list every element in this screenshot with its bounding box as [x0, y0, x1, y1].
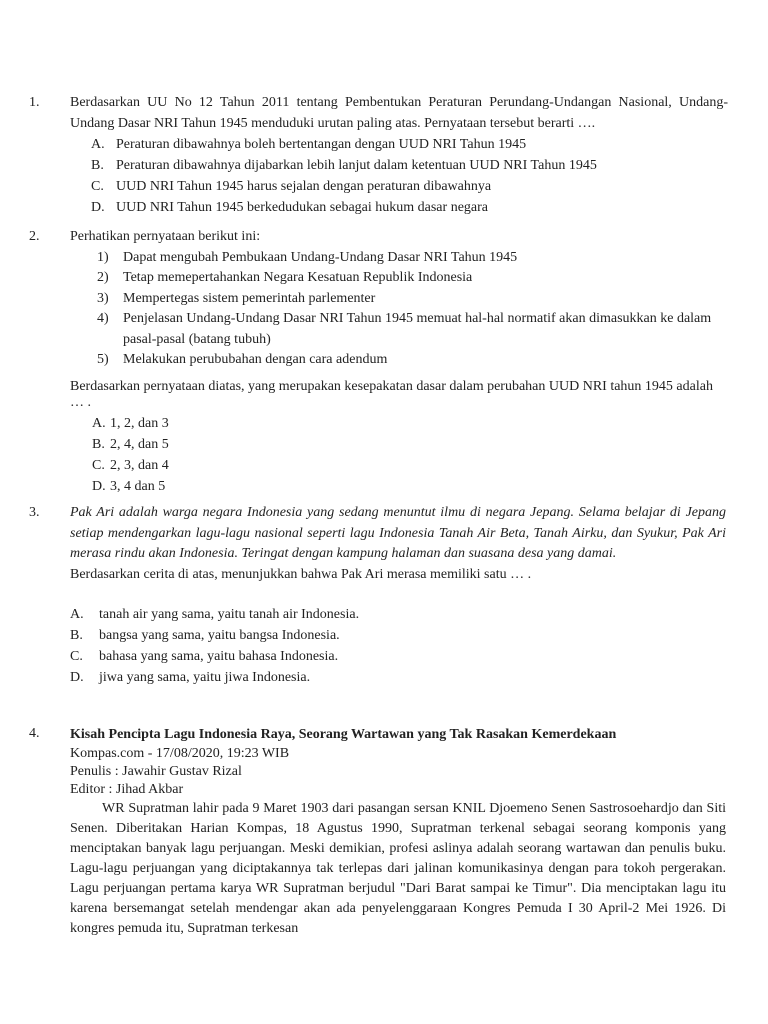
question-number: 4.	[29, 726, 40, 741]
option-a[interactable]: A. tanah air yang sama, yaitu tanah air Indonesia.	[70, 607, 360, 622]
option-list	[70, 135, 728, 219]
option-b[interactable]: B. Peraturan dibawahnya dijabarkan lebih lanjut dalam ketentuan UUD NRI Tahun 1945	[91, 158, 597, 173]
article-source: Kompas.com - 17/08/2020, 19:23 WIB	[70, 746, 290, 761]
article-body: WR Supratman lahir pada 9 Maret 1903 dari pasangan sersan KNIL Djoemeno Senen Sastrosoehardjo dan Siti Senen. Diberitakan Harian Kompas, 18 Agustus 1990, Supratman terkenal sebagai seorang komponis yang menciptakan banyak lagu perjuangan. Meski demikian, profesi aslinya adalah seorang wartawan dan penulis buku. Lagu-lagu perjuangan yang diciptakannya tak terlepas dari jalinan komunikasinya dengan para tokoh pergerakan. Lagu perjuangan pertama karya WR Supratman berjudul "Dari Barat sampai ke Timur". Dia menciptakan lagu itu karena bersemangat setelah mendengar akan ada penyelenggaraan Kongres Pemuda I 30 April-2 Mei 1926. Di kongres pemuda itu, Supratman terkesan	[70, 801, 726, 936]
question-number: 2.	[29, 229, 40, 244]
option-list	[70, 605, 726, 689]
statement-item: 5) Melakukan perububahan dengan cara adendum	[97, 352, 388, 367]
question-stem: Berdasarkan UU No 12 Tahun 2011 tentang Pembentukan Peraturan Perundang-Undangan Nasional, Undang-Undang Dasar NRI Tahun 1945 menduduki urutan paling atas. Pernyataan tersebut berarti ….	[70, 95, 728, 131]
article-author: Penulis : Jawahir Gustav Rizal	[70, 764, 242, 779]
option-b[interactable]: B. bangsa yang sama, yaitu bangsa Indonesia.	[70, 628, 340, 643]
option-a[interactable]: A. Peraturan dibawahnya boleh bertentangan dengan UUD NRI Tahun 1945	[91, 137, 527, 152]
question-intro: Perhatikan pernyataan berikut ini:	[70, 229, 261, 244]
article-editor: Editor : Jihad Akbar	[70, 782, 184, 797]
question-stem: Berdasarkan pernyataan diatas, yang merupakan kesepakatan dasar dalam perubahan UUD NRI tahun 1945 adalah … .	[70, 378, 713, 410]
option-list	[70, 414, 728, 498]
question-stem: Berdasarkan cerita di atas, menunjukkan bahwa Pak Ari merasa memiliki satu … .	[70, 566, 532, 582]
question-number: 1.	[29, 95, 40, 110]
passage: Pak Ari adalah warga negara Indonesia yang sedang menuntut ilmu di negara Jepang. Selama belajar di Jepang setiap mendengarkan lagu-lagu nasional seperti lagu Indonesia Tanah Air Beta, Tanah Airku, dan Syukur, Pak Ari merasa rindu akan Indonesia. Teringat dengan kampung halaman dan suasana desa yang damai.	[70, 505, 726, 561]
statement-item: 3) Mempertegas sistem pemerintah parlementer	[97, 290, 376, 306]
option-a[interactable]: A. 1, 2, dan 3	[92, 415, 169, 431]
option-d[interactable]: D. UUD NRI Tahun 1945 berkedudukan sebagai hukum dasar negara	[91, 200, 488, 215]
article-title: Kisah Pencipta Lagu Indonesia Raya, Seorang Wartawan yang Tak Rasakan Kemerdekaan	[70, 727, 617, 742]
option-b[interactable]: B. 2, 4, dan 5	[92, 436, 169, 452]
statement-item: 1) Dapat mengubah Pembukaan Undang-Undang Dasar NRI Tahun 1945	[97, 249, 518, 265]
statement-list	[97, 248, 728, 371]
question-number: 3.	[29, 505, 40, 520]
option-c[interactable]: C. UUD NRI Tahun 1945 harus sejalan dengan peraturan dibawahnya	[91, 179, 492, 194]
option-c[interactable]: C. bahasa yang sama, yaitu bahasa Indonesia.	[70, 649, 339, 664]
option-d[interactable]: D. jiwa yang sama, yaitu jiwa Indonesia.	[70, 670, 311, 685]
statement-item: 4) Penjelasan Undang-Undang Dasar NRI Tahun 1945 memuat hal-hal normatif akan dimasukkan ke dalam pasal-pasal (batang tubuh)	[97, 311, 712, 347]
option-c[interactable]: C. 2, 3, dan 4	[92, 457, 169, 473]
statement-item: 2) Tetap memepertahankan Negara Kesatuan Republik Indonesia	[97, 270, 473, 285]
option-d[interactable]: D. 3, 4 dan 5	[92, 478, 166, 494]
